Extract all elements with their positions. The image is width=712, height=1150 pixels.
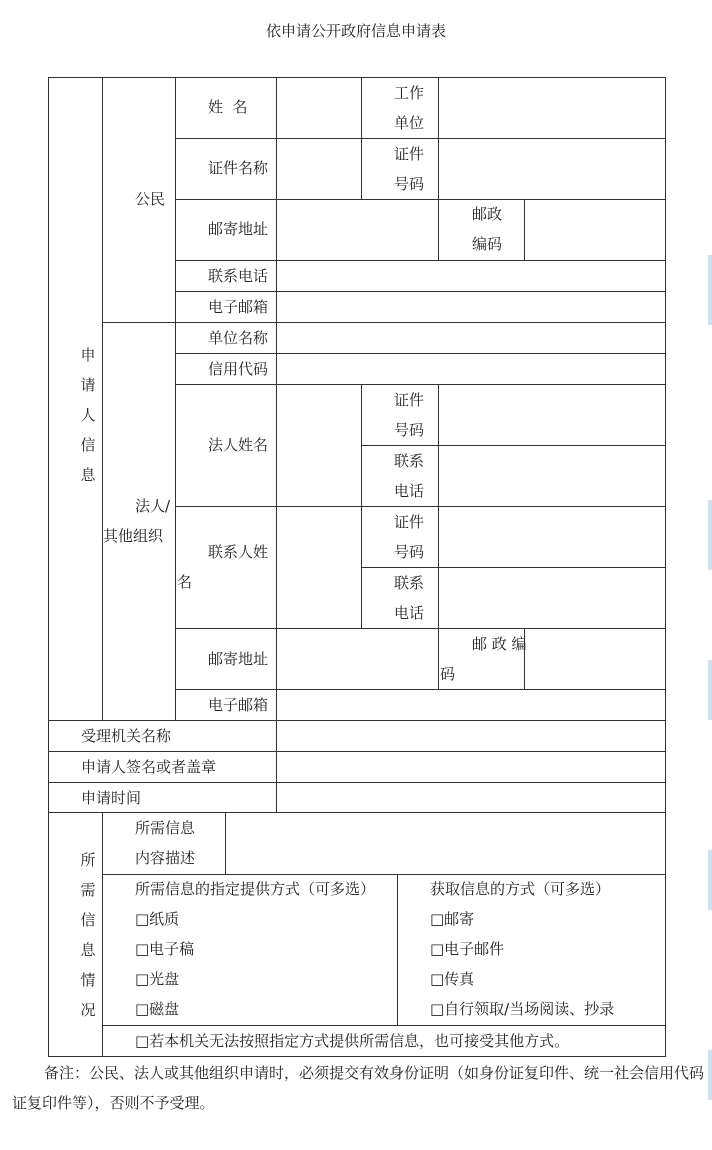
- unit-name-field[interactable]: [277, 323, 665, 353]
- provide-option-paper[interactable]: □纸质: [135, 910, 180, 928]
- id-type-field[interactable]: [277, 139, 361, 199]
- work-unit-field[interactable]: [439, 78, 665, 138]
- id-type-label: 证件名称: [208, 159, 269, 177]
- legal-email-label: 电子邮箱: [208, 696, 269, 714]
- apply-time-label: 申请时间: [81, 789, 142, 807]
- needed-info-label-line1: 所需信息: [135, 819, 196, 837]
- signature-field[interactable]: [277, 752, 665, 782]
- work-unit-label-line1: 工作: [394, 84, 425, 102]
- credit-code-label: 信用代码: [208, 360, 269, 378]
- email-field[interactable]: [277, 292, 665, 322]
- contact-phone-label-line1: 联系: [394, 574, 425, 592]
- rep-phone-label-line1: 联系: [394, 452, 425, 470]
- footnote: 备注：公民、法人或其他组织申请时，必须提交有效身份证明（如身份证复印件、统一社会信用代码证复印件等），否则不予受理。: [12, 1064, 705, 1112]
- postcode-field[interactable]: [525, 200, 665, 260]
- legal-rep-name-label: 法人姓名: [208, 436, 269, 454]
- contact-id-label-line2: 号码: [394, 543, 425, 561]
- unit-name-label: 单位名称: [208, 329, 269, 347]
- legal-email-field[interactable]: [277, 690, 665, 720]
- other-way-option[interactable]: □若本机关无法按照指定方式提供所需信息，也可接受其他方式。: [135, 1032, 570, 1050]
- legal-address-field[interactable]: [277, 629, 438, 689]
- info-section-label: 所需信息情况: [80, 851, 96, 1019]
- provide-option-disk[interactable]: □磁盘: [135, 1000, 180, 1018]
- legal-postcode-label-line2: 码: [440, 665, 456, 683]
- contact-id-label-line1: 证件: [394, 513, 425, 531]
- legal-postcode-field[interactable]: [525, 629, 665, 689]
- rep-phone-field[interactable]: [439, 446, 665, 506]
- provide-option-cd[interactable]: □光盘: [135, 970, 180, 988]
- phone-field[interactable]: [277, 261, 665, 291]
- form-title: 依申请公开政府信息申请表: [265, 22, 446, 40]
- agency-field[interactable]: [277, 721, 665, 751]
- rep-phone-label-line2: 电话: [394, 482, 425, 500]
- scrollbar-track[interactable]: [708, 255, 712, 325]
- legal-postcode-label-line1: 邮 政 编: [472, 635, 527, 653]
- legal-group-label-line1: 法人/: [135, 497, 171, 515]
- obtain-option-self-pickup[interactable]: □自行领取/当场阅读、抄录: [430, 1000, 615, 1018]
- scrollbar-track[interactable]: [708, 660, 712, 720]
- contact-id-field[interactable]: [439, 507, 665, 567]
- obtain-option-fax[interactable]: □传真: [430, 970, 475, 988]
- work-unit-label-line2: 单位: [394, 114, 425, 132]
- name-field[interactable]: [277, 78, 361, 138]
- rep-id-label-line1: 证件: [394, 391, 425, 409]
- obtain-option-mail[interactable]: □邮寄: [430, 910, 475, 928]
- contact-name-field[interactable]: [277, 507, 361, 628]
- postcode-label-line2: 编码: [472, 235, 503, 253]
- phone-label: 联系电话: [208, 267, 269, 285]
- contact-name-label-line2: 名: [177, 573, 193, 591]
- contact-phone-field[interactable]: [439, 568, 665, 628]
- rep-id-label-line2: 号码: [394, 421, 425, 439]
- legal-rep-name-field[interactable]: [277, 385, 361, 506]
- scrollbar-track[interactable]: [708, 500, 712, 570]
- obtain-method-header: 获取信息的方式（可多选）: [430, 880, 611, 898]
- name-label: 姓 名: [208, 98, 248, 116]
- signature-label: 申请人签名或者盖章: [81, 758, 217, 776]
- email-label: 电子邮箱: [208, 298, 269, 316]
- obtain-option-email[interactable]: □电子邮件: [430, 940, 505, 958]
- rep-id-field[interactable]: [439, 385, 665, 445]
- id-number-field[interactable]: [439, 139, 665, 199]
- contact-phone-label-line2: 电话: [394, 604, 425, 622]
- applicant-section-label: 申请人信息: [80, 346, 96, 484]
- postcode-label-line1: 邮政: [472, 205, 503, 223]
- contact-name-label-line1: 联系人姓: [208, 543, 269, 561]
- legal-address-label: 邮寄地址: [208, 650, 269, 668]
- id-number-label-line1: 证件: [394, 145, 425, 163]
- citizen-group-label: 公民: [135, 190, 166, 208]
- needed-info-label-line2: 内容描述: [135, 849, 196, 867]
- provide-method-header: 所需信息的指定提供方式（可多选）: [135, 880, 376, 898]
- apply-time-field[interactable]: [277, 783, 665, 812]
- provide-option-electronic[interactable]: □电子稿: [135, 940, 195, 958]
- needed-info-field[interactable]: [226, 813, 665, 874]
- mail-address-label: 邮寄地址: [208, 220, 269, 238]
- scrollbar-track[interactable]: [708, 1050, 712, 1100]
- mail-address-field[interactable]: [277, 200, 438, 260]
- agency-label: 受理机关名称: [81, 727, 172, 745]
- id-number-label-line2: 号码: [394, 175, 425, 193]
- credit-code-field[interactable]: [277, 354, 665, 384]
- legal-group-label-line2: 其他组织: [103, 527, 164, 545]
- scrollbar-track[interactable]: [708, 850, 712, 910]
